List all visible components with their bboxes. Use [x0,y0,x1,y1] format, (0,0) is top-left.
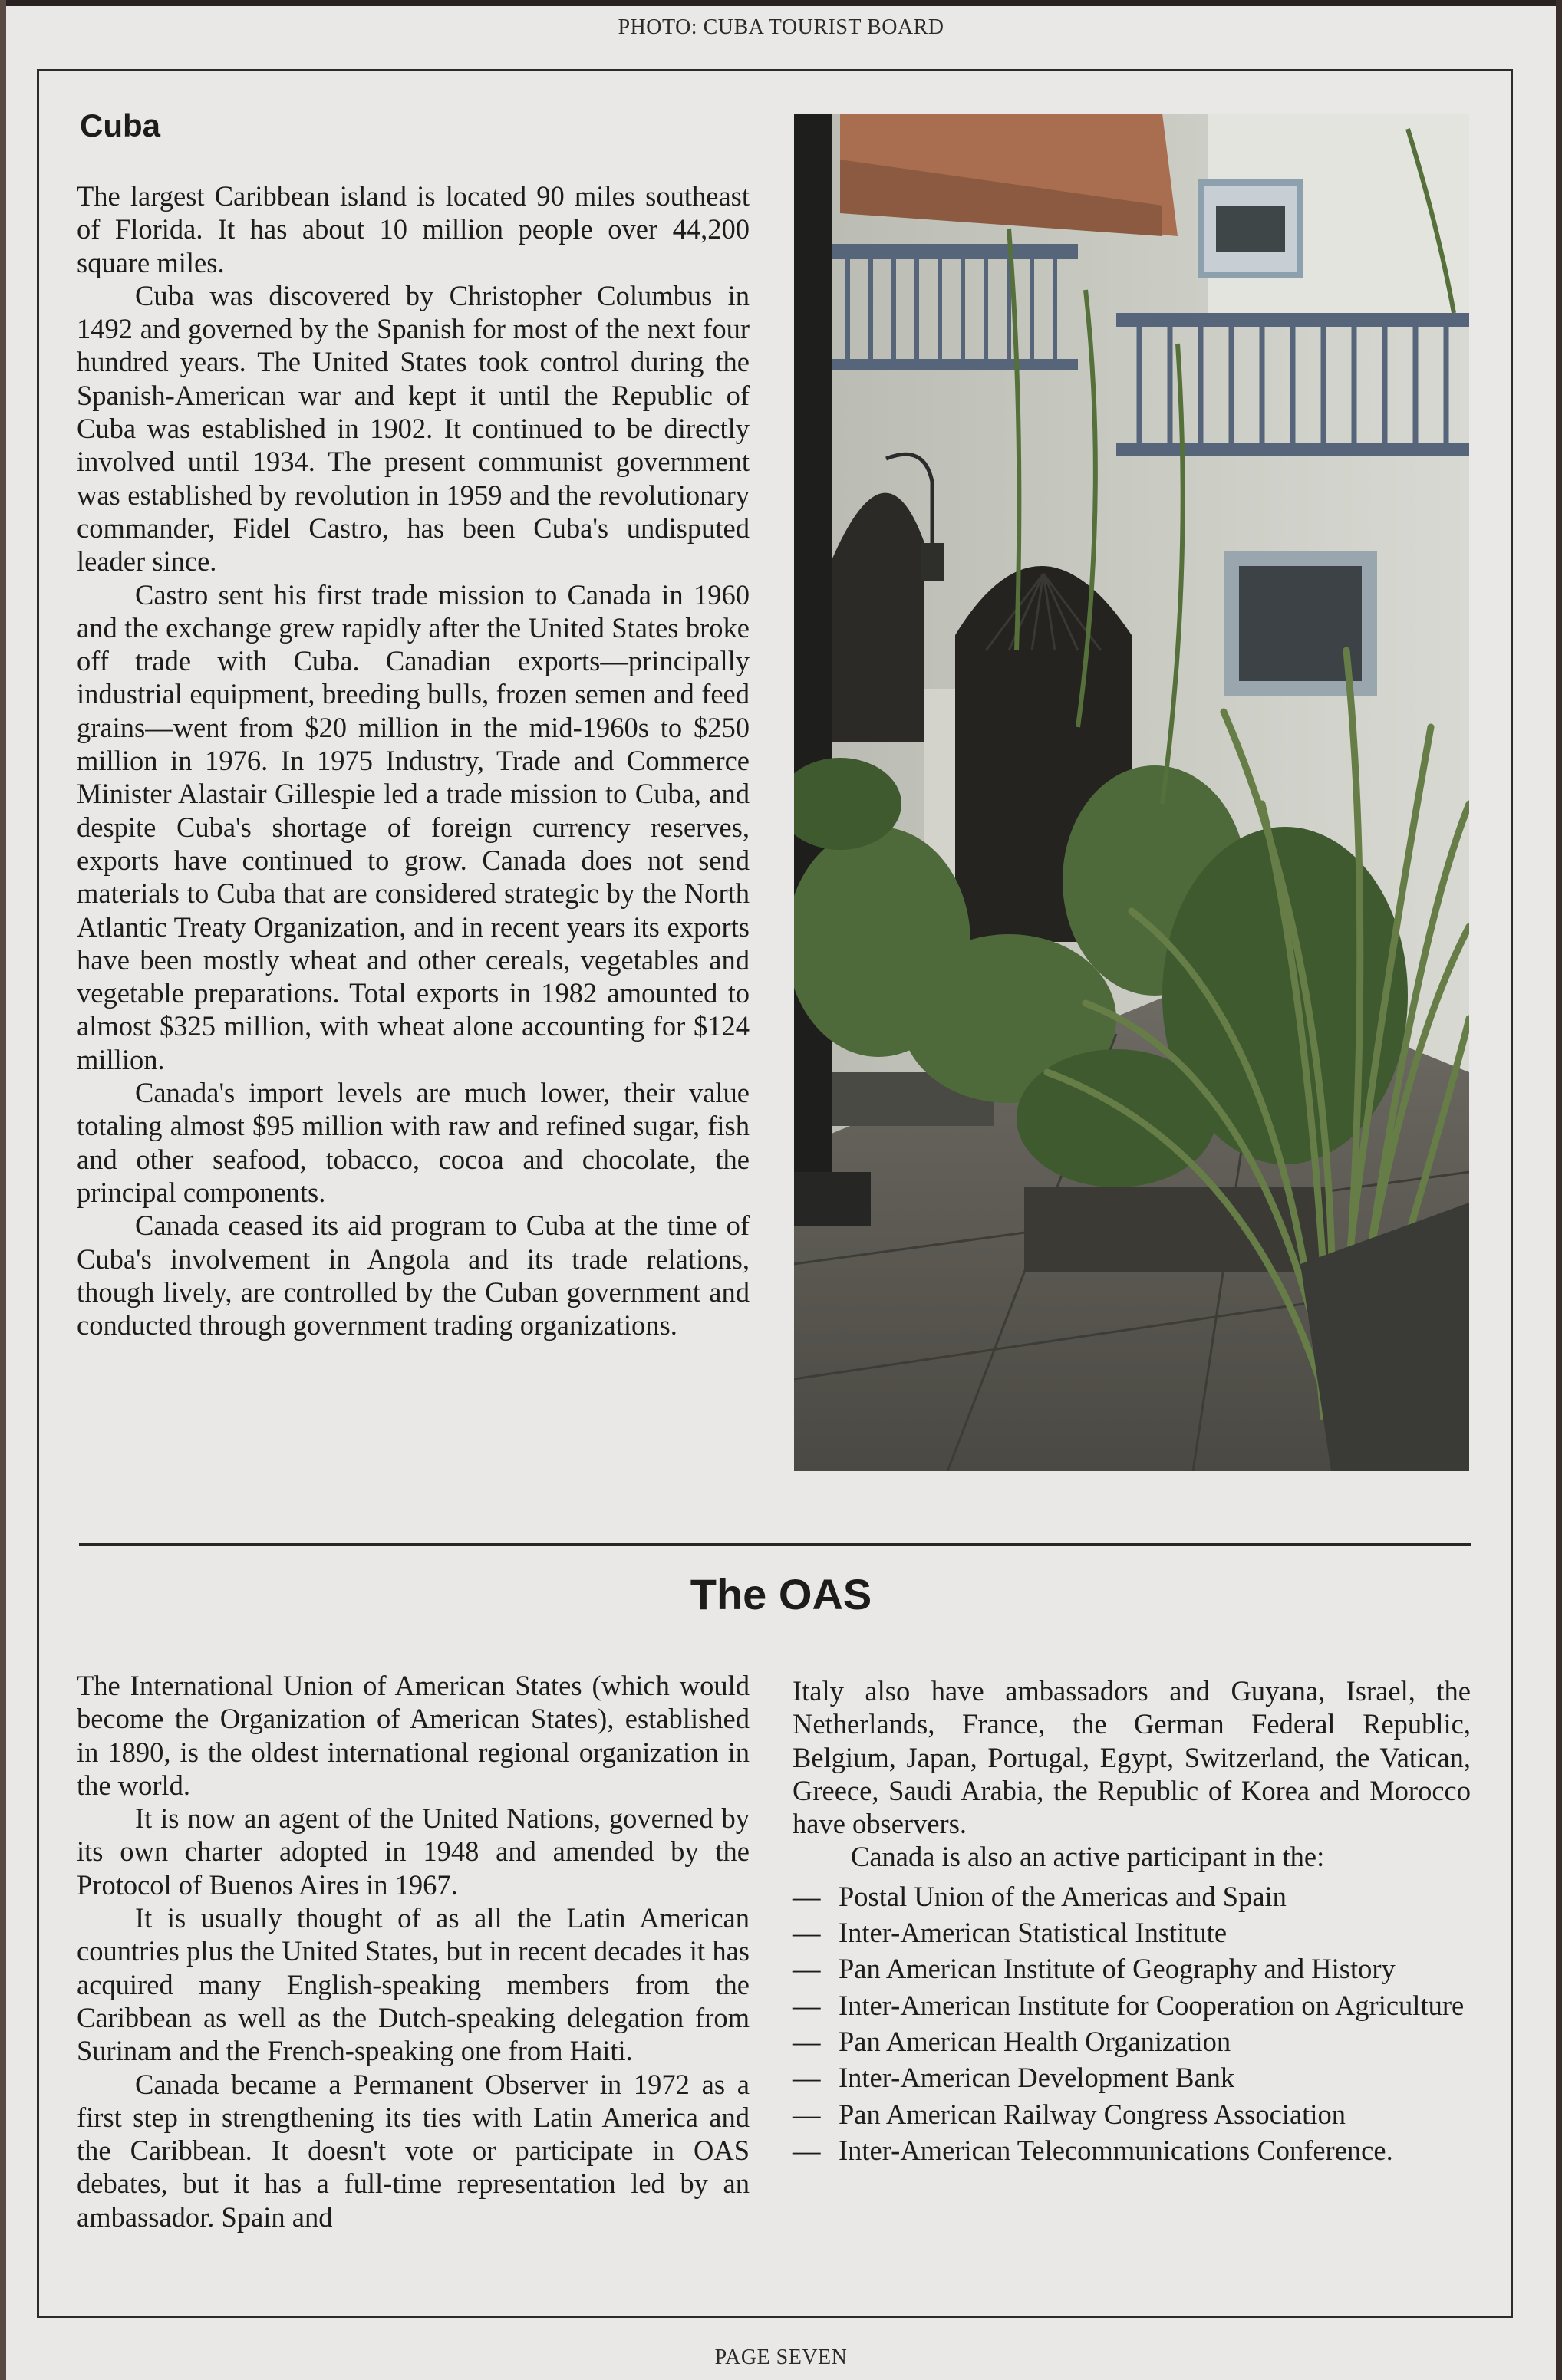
cuba-paragraph: Cuba was discovered by Christopher Columbus in 1492 and governed by the Spanish for most of the next four hundred years. The United States took control during the Spanish-American war and kept it until the Republic of Cuba was established in 1902. It continued to be directly involved until 1934. The present communist government was established by revolution in 1959 and the revolutionary commander, Fidel Castro, has been Cuba's undisputed leader since. [77,279,750,578]
organization-list-item [793,1880,1471,1913]
oas-paragraph: It is now an agent of the United Nations, governed by its own charter adopted in 1948 and amended by the Protocol of Buenos Aires in 1967. [77,1802,750,1901]
page-left-edge [0,0,6,2380]
organization-list-item [793,1952,1471,1985]
oas-left-column [77,1669,750,2234]
page-number-label: PAGE SEVEN [714,2345,848,2369]
list-dash: — [793,1917,821,1949]
oas-continuation-paragraph: Italy also have ambassadors and Guyana, Israel, the Netherlands, France, the German Federal Republic, Belgium, Japan, Portugal, Egypt, Switzerland, the Vatican, Greece, Saudi Arabia, the Republic of Korea and Morocco have observers. [793,1675,1471,1840]
organization-name: Postal Union of the Americas and Spain [839,1880,1287,1912]
list-dash: — [793,1953,821,1985]
organization-list-item [793,2134,1471,2167]
organization-name: Inter-American Institute for Cooperation on Agriculture [839,1989,1465,2021]
section-divider [79,1543,1471,1546]
cuba-paragraph: The largest Caribbean island is located 90 miles southeast of Florida. It has about 10 million people over 44,200 square miles. [77,180,750,278]
list-dash: — [793,1989,821,2021]
oas-right-column [793,1674,1471,2170]
oas-paragraph: It is usually thought of as all the Latin American countries plus the United States, but in recent decades it has acquired many English-speaking members from the Caribbean as well as the Dutch-speaking delegation from Surinam and the French-speaking one from Haiti. [77,1902,750,2067]
photo-credit: PHOTO: CUBA TOURIST BOARD [618,15,944,39]
organization-name: Inter-American Telecommunications Conference. [839,2134,1393,2166]
oas-paragraph: Canada became a Permanent Observer in 1972 as a first step in strengthening its ties with Latin America and the Caribbean. It doesn't vote or participate in OAS debates, but it has a full-time representation led by an ambassador. Spain and [77,2068,750,2233]
cuba-paragraph: Canada's import levels are much lower, their value totaling almost $95 million with raw and refined sugar, fish and other seafood, tobacco, cocoa and chocolate, the principal components. [77,1077,750,1208]
cuba-section-title: Cuba [80,107,160,143]
oas-paragraph: The International Union of American States (which would become the Organization of American States), established in 1890, is the oldest international regional organization in the world. [77,1670,750,1801]
cuba-paragraph: Castro sent his first trade mission to Canada in 1960 and the exchange grew rapidly after the United States broke off trade with Cuba. Canadian exports—principally industrial equipment, breeding bulls, frozen semen and feed grains—went from $20 million in the mid-1960s to $250 million in 1976. In 1975 Industry, Trade and Commerce Minister Alastair Gillespie led a trade mission to Cuba, and despite Cuba's shortage of foreign currency reserves, exports have continued to grow. Canada does not send materials to Cuba that are considered strategic by the North Atlantic Treaty Organization, and in recent years its exports have been mostly wheat and other cereals, vegetables and vegetable preparations. Total exports in 1982 amounted to almost $325 million, with wheat alone accounting for $124 million. [77,578,750,1075]
courtyard-photo-illustration [794,114,1469,1471]
cuba-article-body [77,179,750,1341]
organization-list-item [793,2098,1471,2131]
list-dash: — [793,2025,821,2057]
list-dash: — [793,1880,821,1912]
organization-name: Inter-American Statistical Institute [839,1917,1228,1949]
organization-name: Pan American Health Organization [839,2025,1231,2057]
organization-name: Inter-American Development Bank [839,2062,1235,2094]
participant-intro: Canada is also an active participant in the: [851,1841,1325,1873]
organization-list-item [793,1916,1471,1949]
organization-list-item [793,1989,1471,2022]
organization-name: Pan American Institute of Geography and History [839,1953,1396,1985]
page-right-edge [1556,0,1562,2380]
list-dash: — [793,2098,821,2130]
oas-section-title: The OAS [690,1570,872,1618]
list-dash: — [793,2062,821,2094]
list-dash: — [793,2134,821,2166]
page-top-edge [0,0,1562,6]
organization-name: Pan American Railway Congress Association [839,2098,1346,2130]
organization-list-item [793,2025,1471,2058]
organization-list [793,1880,1471,2167]
cuba-paragraph: Canada ceased its aid program to Cuba at the time of Cuba's involvement in Angola and its trade relations, though lively, are controlled by the Cuban government and conducted through government trading organizations. [77,1210,750,1341]
courtyard-photo [794,114,1469,1471]
organization-list-item [793,2061,1471,2094]
